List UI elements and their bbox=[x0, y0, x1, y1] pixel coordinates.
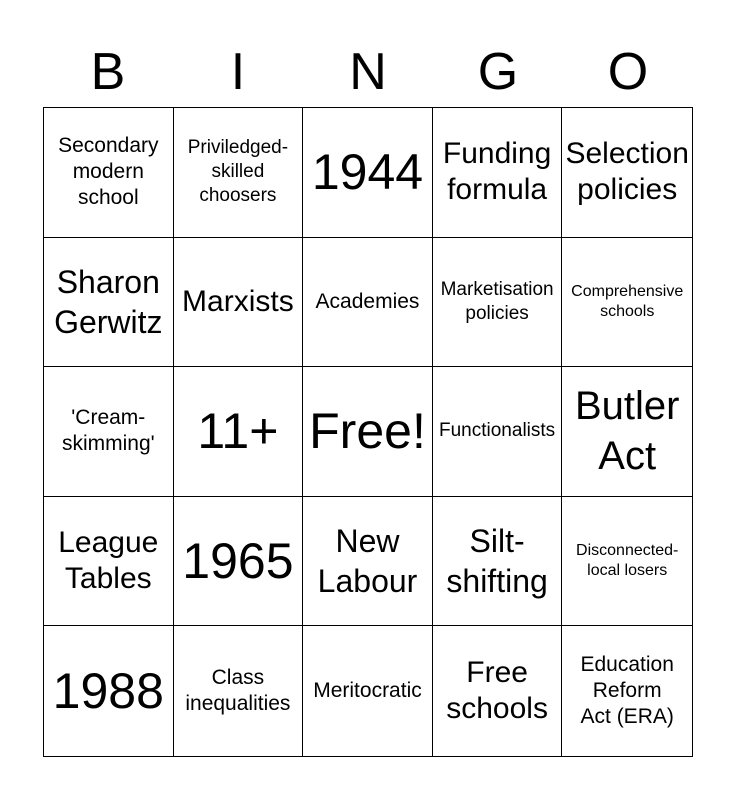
bingo-cell-label bbox=[565, 136, 688, 208]
bingo-cell[interactable] bbox=[433, 108, 563, 238]
bingo-cell-line: 1988 bbox=[52, 663, 164, 720]
bingo-cell-line: Functionalists bbox=[439, 420, 556, 442]
bingo-board bbox=[43, 107, 693, 757]
bingo-cell-label bbox=[318, 521, 418, 601]
bingo-cell-label bbox=[580, 652, 673, 730]
bingo-cell-line: Labour bbox=[317, 563, 418, 600]
bingo-cell-line: modern bbox=[72, 160, 144, 184]
bingo-cell[interactable] bbox=[44, 497, 174, 627]
bingo-cell[interactable] bbox=[174, 497, 304, 627]
bingo-cell-line: inequalities bbox=[185, 692, 291, 716]
bingo-cell-line: Priviledged- bbox=[187, 137, 289, 159]
bingo-cell-line: Marxists bbox=[182, 284, 294, 318]
bingo-cell-line: Free bbox=[466, 656, 528, 690]
header-letter-o: O bbox=[607, 43, 649, 101]
header-letter-b: B bbox=[90, 43, 126, 101]
bingo-cell-label bbox=[575, 381, 680, 481]
bingo-cell-line: Selection bbox=[565, 137, 689, 171]
header-letter-n: N bbox=[349, 43, 387, 101]
bingo-cell-label bbox=[62, 405, 155, 457]
bingo-cell[interactable] bbox=[433, 497, 563, 627]
bingo-cell-label bbox=[58, 133, 158, 211]
bingo-cell-line: Gerwitz bbox=[54, 303, 163, 340]
bingo-cell[interactable] bbox=[44, 108, 174, 238]
bingo-cell-label bbox=[185, 665, 290, 717]
header-letter-i: I bbox=[230, 43, 246, 101]
bingo-cell-line: policies bbox=[465, 302, 529, 324]
bingo-cell-label bbox=[441, 278, 554, 326]
bingo-cell[interactable] bbox=[174, 238, 304, 368]
bingo-cell-line: Act bbox=[598, 434, 657, 479]
bingo-cell-label bbox=[53, 663, 164, 719]
bingo-cell-line: Reform bbox=[592, 679, 662, 703]
bingo-cell-label bbox=[439, 419, 555, 443]
bingo-cell[interactable] bbox=[303, 497, 433, 627]
bingo-cell-line: Funding bbox=[442, 137, 552, 171]
bingo-cell-line: Sharon bbox=[56, 263, 160, 300]
bingo-cell-line: 11+ bbox=[197, 403, 279, 460]
bingo-cell[interactable] bbox=[562, 497, 692, 627]
bingo-cell-label bbox=[188, 136, 288, 208]
bingo-cell-label bbox=[446, 521, 547, 601]
bingo-cell-line: 1965 bbox=[182, 533, 294, 590]
bingo-cell[interactable] bbox=[303, 238, 433, 368]
bingo-cell[interactable] bbox=[44, 238, 174, 368]
bingo-cell-label bbox=[571, 282, 683, 322]
bingo-cell-line: Act (ERA) bbox=[580, 705, 674, 729]
bingo-cell-line: Education bbox=[580, 653, 674, 677]
bingo-cell-line: Secondary bbox=[58, 134, 159, 158]
bingo-cell-line: choosers bbox=[199, 185, 277, 207]
bingo-header bbox=[43, 36, 693, 108]
bingo-cell-line: Comprehensive bbox=[571, 282, 684, 300]
bingo-cell-line: 1944 bbox=[311, 144, 424, 201]
bingo-cell-line: Disconnected- bbox=[576, 542, 679, 560]
bingo-cell-line: shifting bbox=[446, 563, 548, 600]
bingo-cell-line: New bbox=[335, 523, 400, 560]
bingo-cell[interactable] bbox=[44, 626, 174, 756]
bingo-cell-free-space[interactable] bbox=[303, 367, 433, 497]
bingo-cell-line: Butler bbox=[574, 384, 680, 429]
bingo-cell-line: Marketisation bbox=[440, 278, 554, 300]
bingo-cell-label bbox=[576, 541, 678, 581]
bingo-cell[interactable] bbox=[44, 367, 174, 497]
bingo-cell[interactable] bbox=[433, 238, 563, 368]
bingo-cell-line: Tables bbox=[64, 562, 152, 596]
bingo-cell-line: formula bbox=[447, 173, 548, 207]
bingo-cell-label bbox=[313, 678, 422, 704]
bingo-cell[interactable] bbox=[303, 626, 433, 756]
bingo-cell-line: Academies bbox=[315, 289, 420, 313]
bingo-cell-label bbox=[443, 136, 551, 208]
bingo-cell-label bbox=[312, 144, 423, 200]
bingo-cell-line: schools bbox=[446, 692, 548, 726]
bingo-cell-line: 'Cream- bbox=[71, 406, 146, 430]
bingo-cell-line: school bbox=[77, 186, 139, 210]
bingo-cell[interactable] bbox=[562, 626, 692, 756]
bingo-cell-line: Meritocratic bbox=[313, 679, 422, 703]
bingo-cell[interactable] bbox=[174, 626, 304, 756]
bingo-cell-label bbox=[316, 289, 420, 315]
bingo-cell[interactable] bbox=[562, 238, 692, 368]
bingo-cell-line: skimming' bbox=[61, 432, 155, 456]
bingo-cell-label bbox=[197, 403, 278, 459]
bingo-cell-label bbox=[58, 525, 158, 597]
bingo-cell-line: skilled bbox=[211, 161, 265, 183]
bingo-cell-line: Class bbox=[211, 666, 265, 690]
header-letter-g: G bbox=[477, 43, 519, 101]
bingo-cell-line: Free! bbox=[309, 403, 426, 460]
bingo-cell[interactable] bbox=[562, 367, 692, 497]
bingo-cell-label bbox=[446, 655, 548, 727]
bingo-cell[interactable] bbox=[174, 108, 304, 238]
bingo-cell-label bbox=[54, 262, 162, 342]
bingo-cell[interactable] bbox=[562, 108, 692, 238]
bingo-cell[interactable] bbox=[433, 626, 563, 756]
bingo-cell-label bbox=[182, 284, 294, 320]
bingo-cell-line: League bbox=[58, 526, 159, 560]
bingo-cell-line: local losers bbox=[587, 562, 668, 580]
bingo-cell-label bbox=[309, 403, 426, 459]
bingo-cell-line: Silt- bbox=[469, 523, 525, 560]
bingo-cell-line: policies bbox=[577, 173, 678, 207]
bingo-cell[interactable] bbox=[174, 367, 304, 497]
bingo-cell-line: schools bbox=[600, 302, 655, 320]
bingo-cell[interactable] bbox=[303, 108, 433, 238]
bingo-cell[interactable] bbox=[433, 367, 563, 497]
bingo-cell-label bbox=[182, 533, 293, 589]
